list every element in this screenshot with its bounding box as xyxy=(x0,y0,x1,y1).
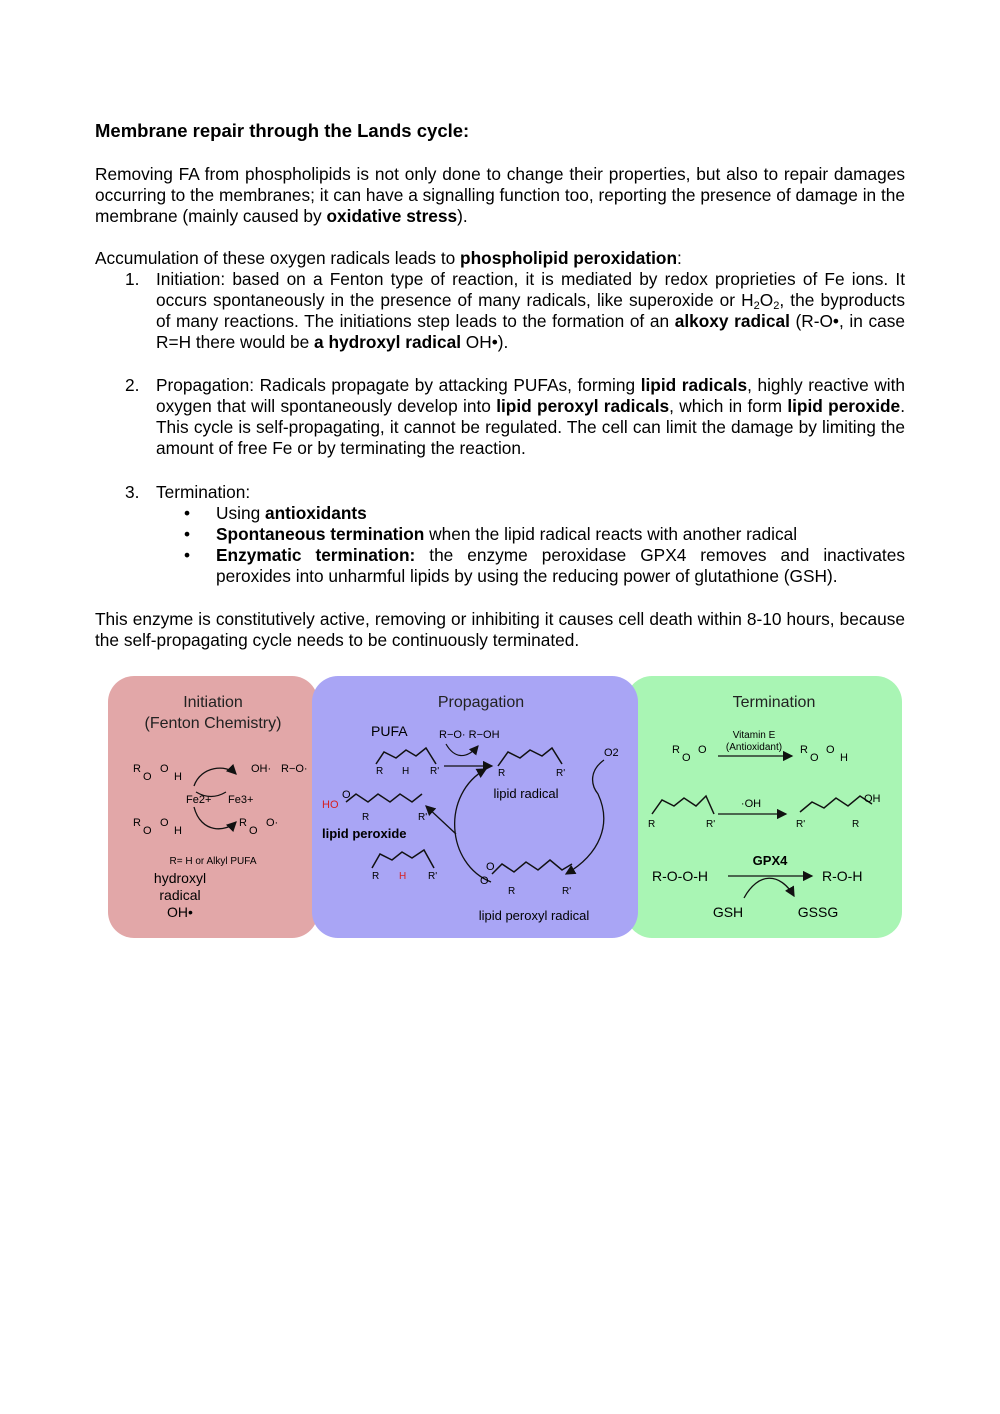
lipid-peroxide-label: lipid peroxide xyxy=(322,826,407,841)
paragraph-enzyme: This enzyme is constitutively active, removing or inhibiting it causes cell death within 8-10 hours, because the self-propagating cycle needs to be continuously terminated. xyxy=(95,609,905,650)
initiation-subtitle: (Fenton Chemistry) xyxy=(144,715,282,732)
hydroxide-label: OH· xyxy=(251,763,272,775)
atom-label: O xyxy=(143,771,152,783)
atom-label: O· xyxy=(266,817,279,829)
subscript: 2 xyxy=(773,300,780,312)
bold-text: lipid radicals xyxy=(640,375,748,395)
rp-label: R' xyxy=(706,819,716,830)
text: . This cycle is self-propagating, it cannot be regulated. The cell can limit the damage by limiting the amount of free Fe or by terminating the reaction. xyxy=(156,396,905,458)
list-item-text xyxy=(156,269,905,353)
bullet-text xyxy=(216,524,905,545)
text: : xyxy=(677,248,682,268)
list-number: 3. xyxy=(125,482,140,502)
text: , highly reactive with oxygen that will spontaneously develop into xyxy=(156,375,905,416)
text: OH•). xyxy=(461,332,509,352)
rp-label: R' xyxy=(430,766,440,777)
section-heading: Membrane repair through the Lands cycle: xyxy=(95,120,470,141)
atom-label: O xyxy=(143,825,152,837)
list-item-text xyxy=(156,375,905,459)
termination-panel xyxy=(626,676,902,938)
atom-label: H xyxy=(174,771,182,783)
bold-text: alkoxy radical xyxy=(674,311,790,331)
bold-text: oxidative stress xyxy=(326,206,458,226)
propagation-title: Propagation xyxy=(437,694,525,711)
atom-label: R xyxy=(239,817,247,829)
text: , the byproducts of many reactions. The initiations step leads to the formation of an xyxy=(156,290,905,331)
atom-label: H xyxy=(840,752,848,764)
bold-text: antioxidants xyxy=(264,503,367,523)
atom-label: R xyxy=(800,744,808,756)
bold-text: Spontaneous termination xyxy=(216,524,425,544)
text: Removing FA from phospholipids is not only done to change their properties, but also to repair damages occurring to the membranes; it can have a signalling function too, reporting the presence of damage in the membrane (mainly caused by xyxy=(95,164,905,226)
r-label: R xyxy=(498,768,506,779)
text: Propagation: Radicals propagate by attacking PUFAs, forming xyxy=(156,375,641,395)
lipid-peroxyl-label: lipid peroxyl radical xyxy=(478,908,590,923)
atom-label: R xyxy=(133,763,141,775)
r-label: R xyxy=(362,812,370,823)
atom-label: O xyxy=(249,825,258,837)
bold-text: lipid peroxyl radicals xyxy=(496,396,670,416)
atom-label: R xyxy=(133,817,141,829)
h-label: H xyxy=(402,766,410,777)
text: (R-O•, in case R=H there would be xyxy=(156,311,905,352)
list-number: 1. xyxy=(125,269,140,289)
text: , which in form xyxy=(669,396,788,416)
h-label-red: H xyxy=(399,871,407,882)
r-label: R xyxy=(648,819,656,830)
rp-label: R' xyxy=(428,871,438,882)
antioxidant-label: (Antioxidant) xyxy=(725,742,783,753)
atom-label: O xyxy=(160,763,169,775)
list-number: 2. xyxy=(125,375,140,395)
bullet-text xyxy=(216,545,905,587)
atom-label: O xyxy=(160,817,169,829)
bullet-text xyxy=(216,503,905,524)
figure-svg xyxy=(106,674,904,940)
gsh-label: GSH xyxy=(712,904,744,920)
ho-label: HO xyxy=(322,799,339,811)
bold-text: lipid peroxide xyxy=(787,396,901,416)
rp-label: R' xyxy=(556,768,566,779)
oxygen-label: O2 xyxy=(604,747,619,759)
hydroxyl-label-1: hydroxyl xyxy=(153,870,207,886)
gssg-label: GSSG xyxy=(797,904,839,920)
vitamin-e-label: Vitamin E xyxy=(732,730,776,741)
pufa-label: PUFA xyxy=(371,723,408,739)
rooh-label: R-O-O-H xyxy=(652,868,708,884)
bold-text: Enzymatic termination: xyxy=(216,545,416,565)
atom-label: O xyxy=(810,752,819,764)
initiation-title: Initiation xyxy=(183,694,243,711)
lipid-peroxidation-figure xyxy=(106,674,904,940)
propagation-panel xyxy=(312,676,638,938)
oh-label: OH xyxy=(864,793,881,805)
text: when the lipid radical reacts with another radical xyxy=(424,524,798,544)
atom-label: O xyxy=(682,752,691,764)
r-label: R xyxy=(852,819,860,830)
lipid-radical-label: lipid radical xyxy=(493,786,559,801)
text: Initiation: based on a Fenton type of reaction, it is mediated by redox proprieties of Fe ions. It occurs spontaneously in the presence of many radicals, like superoxide or H xyxy=(156,269,905,310)
bold-text: a hydroxyl radical xyxy=(314,332,461,352)
rp-label: R' xyxy=(796,819,806,830)
radical-reaction-label: R−O· R−OH xyxy=(439,729,500,741)
gpx4-label: GPX4 xyxy=(752,853,788,868)
roh-label: R-O-H xyxy=(822,868,863,884)
text: Using xyxy=(216,503,265,523)
o-label: O xyxy=(342,789,351,801)
bullet-icon: • xyxy=(184,545,191,565)
paragraph-intro xyxy=(95,164,905,227)
fe3-label: Fe3+ xyxy=(228,794,254,806)
text: ). xyxy=(457,206,468,226)
o-label: O xyxy=(486,861,495,873)
paragraph-accumulation xyxy=(95,248,905,269)
r-label: R xyxy=(376,766,384,777)
atom-label: O xyxy=(826,744,835,756)
r-definition: R= H or Alkyl PUFA xyxy=(169,856,257,867)
hydroxyl-radical-label: ·OH xyxy=(740,798,762,810)
r-label: R xyxy=(372,871,380,882)
r-label: R xyxy=(508,886,516,897)
text: Accumulation of these oxygen radicals leads to xyxy=(95,248,461,268)
hydroxyl-label-3: OH• xyxy=(167,904,193,920)
fe2-label: Fe2+ xyxy=(186,794,212,806)
atom-label: R xyxy=(672,744,680,756)
bullet-icon: • xyxy=(184,503,191,523)
o-label: O xyxy=(480,875,489,887)
bullet-icon: • xyxy=(184,524,191,544)
text: the enzyme peroxidase GPX4 removes and inactivates peroxides into unharmful lipids by using the reducing power of glutathione (GSH). xyxy=(216,545,905,586)
text: O xyxy=(759,290,774,310)
rp-label: R' xyxy=(562,886,572,897)
hydroxyl-label-2: radical xyxy=(159,887,201,903)
rp-label: R' xyxy=(418,812,428,823)
termination-title: Termination xyxy=(732,694,816,711)
atom-label: O xyxy=(698,744,707,756)
list-item-text: Termination: xyxy=(156,482,251,502)
atom-label: H xyxy=(174,825,182,837)
subscript: 2 xyxy=(753,300,760,312)
bold-text: phospholipid peroxidation xyxy=(460,248,678,268)
alkoxy-label: R−O· xyxy=(281,763,308,775)
